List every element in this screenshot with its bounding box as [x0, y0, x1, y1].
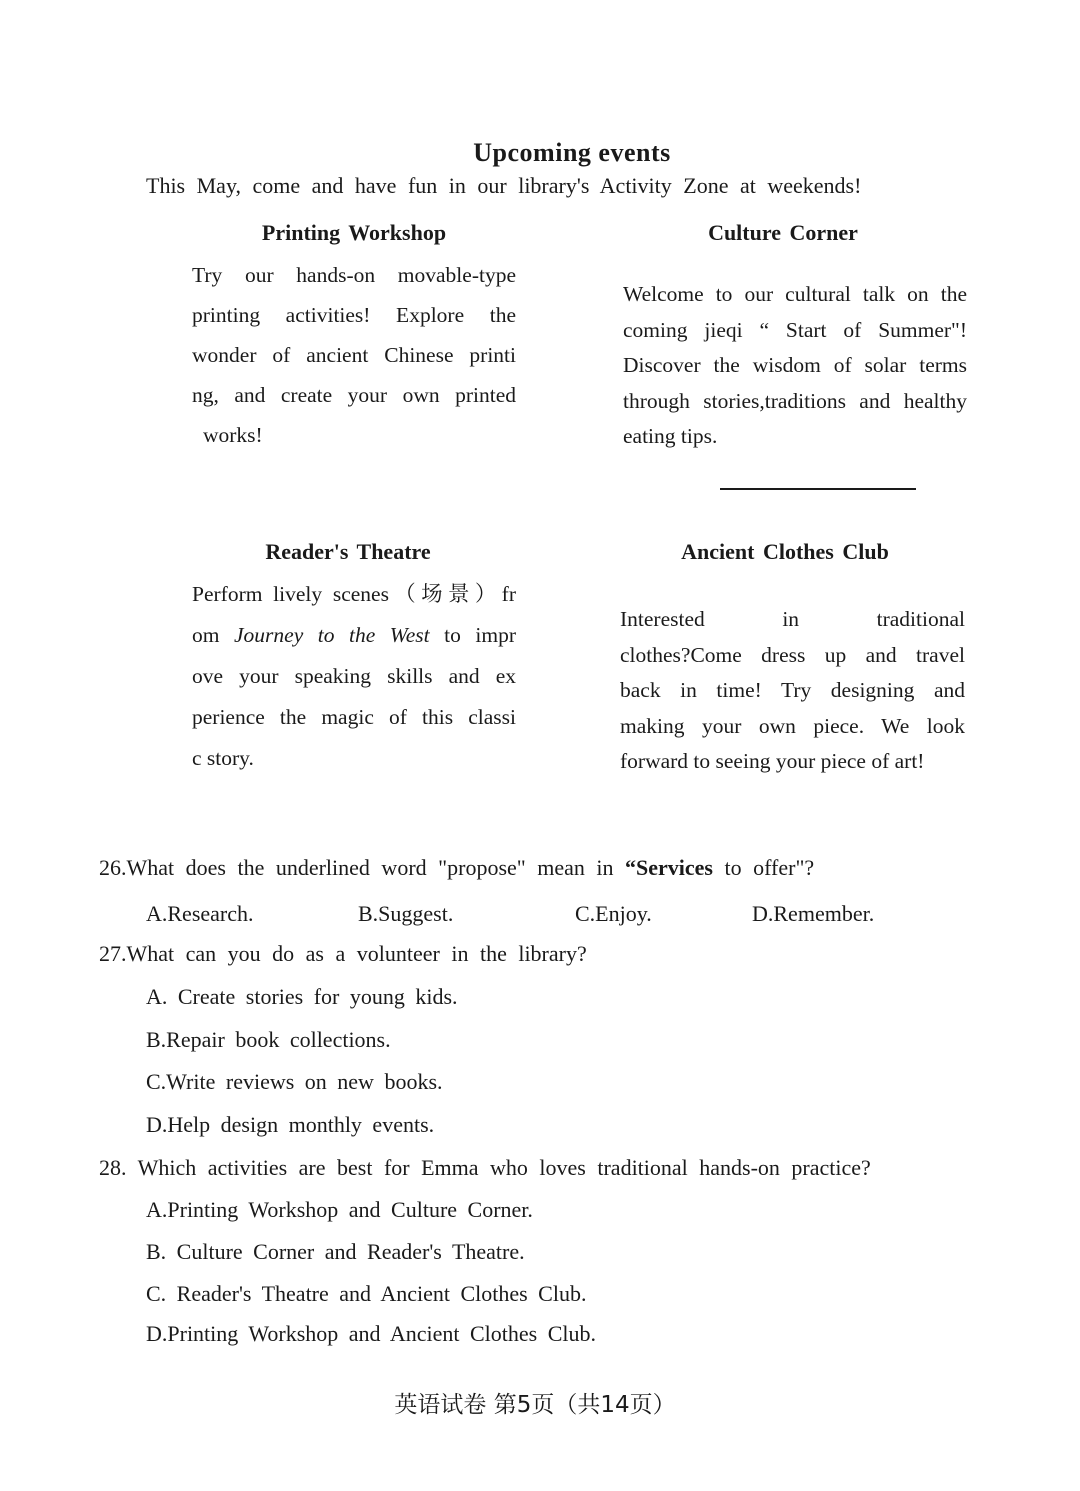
readers-theatre-title: Reader's Theatre [265, 539, 431, 564]
printing-workshop-title: Printing Workshop [261, 220, 447, 245]
text-line: forward to seeing your piece of art! [620, 749, 925, 773]
events-intro: This May, come and have fun in our library's Activity Zone at weekends! [146, 173, 862, 198]
text-line: through stories,traditions and healthy [623, 388, 967, 413]
question-text: to offer"? [712, 855, 815, 880]
q26-option-c: C.Enjoy. [575, 901, 652, 926]
text-line: ng, and create your own printed [192, 383, 516, 407]
book-title: Journey to the West [234, 623, 430, 647]
question-text: 26.What does the underlined word "propose" mean in [99, 855, 626, 880]
text-line: Perform lively scenes（场景）fr [192, 582, 516, 606]
answer-blank-line [720, 488, 916, 490]
text-line: Interested in traditional [620, 607, 965, 631]
events-title: Upcoming events [473, 138, 671, 167]
q27-option-a: A. Create stories for young kids. [146, 984, 458, 1009]
text-line: wonder of ancient Chinese printi [192, 343, 516, 367]
q28-option-d: D.Printing Workshop and Ancient Clothes Club. [146, 1321, 596, 1346]
q27-option-c: C.Write reviews on new books. [146, 1069, 443, 1094]
ancient-clothes-club-title: Ancient Clothes Club [681, 539, 889, 564]
printing-workshop-text [192, 255, 516, 455]
text-segment: to impr [429, 623, 516, 647]
q28-option-b: B. Culture Corner and Reader's Theatre. [146, 1239, 525, 1264]
text-line: Welcome to our cultural talk on the [623, 282, 967, 306]
q26-option-a: A.Research. [146, 901, 254, 926]
question-27: 27.What can you do as a volunteer in the library? [99, 941, 587, 966]
q27-option-b: B.Repair book collections. [146, 1027, 391, 1052]
text-line: works! [203, 423, 263, 447]
text-line: Try our hands-on movable-type [192, 263, 516, 287]
q26-option-b: B.Suggest. [358, 901, 454, 926]
text-line: perience the magic of this classi [192, 705, 516, 729]
text-line: ove your speaking skills and ex [192, 664, 516, 688]
text-line: back in time! Try designing and [620, 678, 965, 702]
q27-option-d: D.Help design monthly events. [146, 1112, 435, 1137]
question-26 [99, 855, 814, 881]
text-line: Discover the wisdom of solar terms [623, 353, 967, 377]
culture-corner-title: Culture Corner [708, 220, 858, 245]
q28-option-c: C. Reader's Theatre and Ancient Clothes Club. [146, 1281, 587, 1306]
culture-corner-text [623, 277, 967, 455]
readers-theatre-text [192, 574, 516, 779]
text-line [192, 615, 516, 656]
page-footer: 英语试卷 第5页（共14页） [394, 1392, 676, 1418]
text-line: eating tips. [623, 424, 718, 448]
text-line: c story. [192, 746, 254, 770]
text-line: coming jieqi “ Start of Summer"! [623, 317, 967, 342]
q28-option-a: A.Printing Workshop and Culture Corner. [146, 1197, 533, 1222]
ancient-clothes-club-text [620, 602, 965, 780]
question-bold-text: “Services [625, 855, 713, 880]
q26-option-d: D.Remember. [752, 901, 875, 926]
text-segment: om [192, 623, 234, 647]
text-line: making your own piece. We look [620, 713, 965, 738]
text-line: clothes?Come dress up and travel [620, 642, 965, 667]
text-line: printing activities! Explore the [192, 303, 516, 327]
question-28: 28. Which activities are best for Emma who loves traditional hands-on practice? [99, 1155, 871, 1180]
